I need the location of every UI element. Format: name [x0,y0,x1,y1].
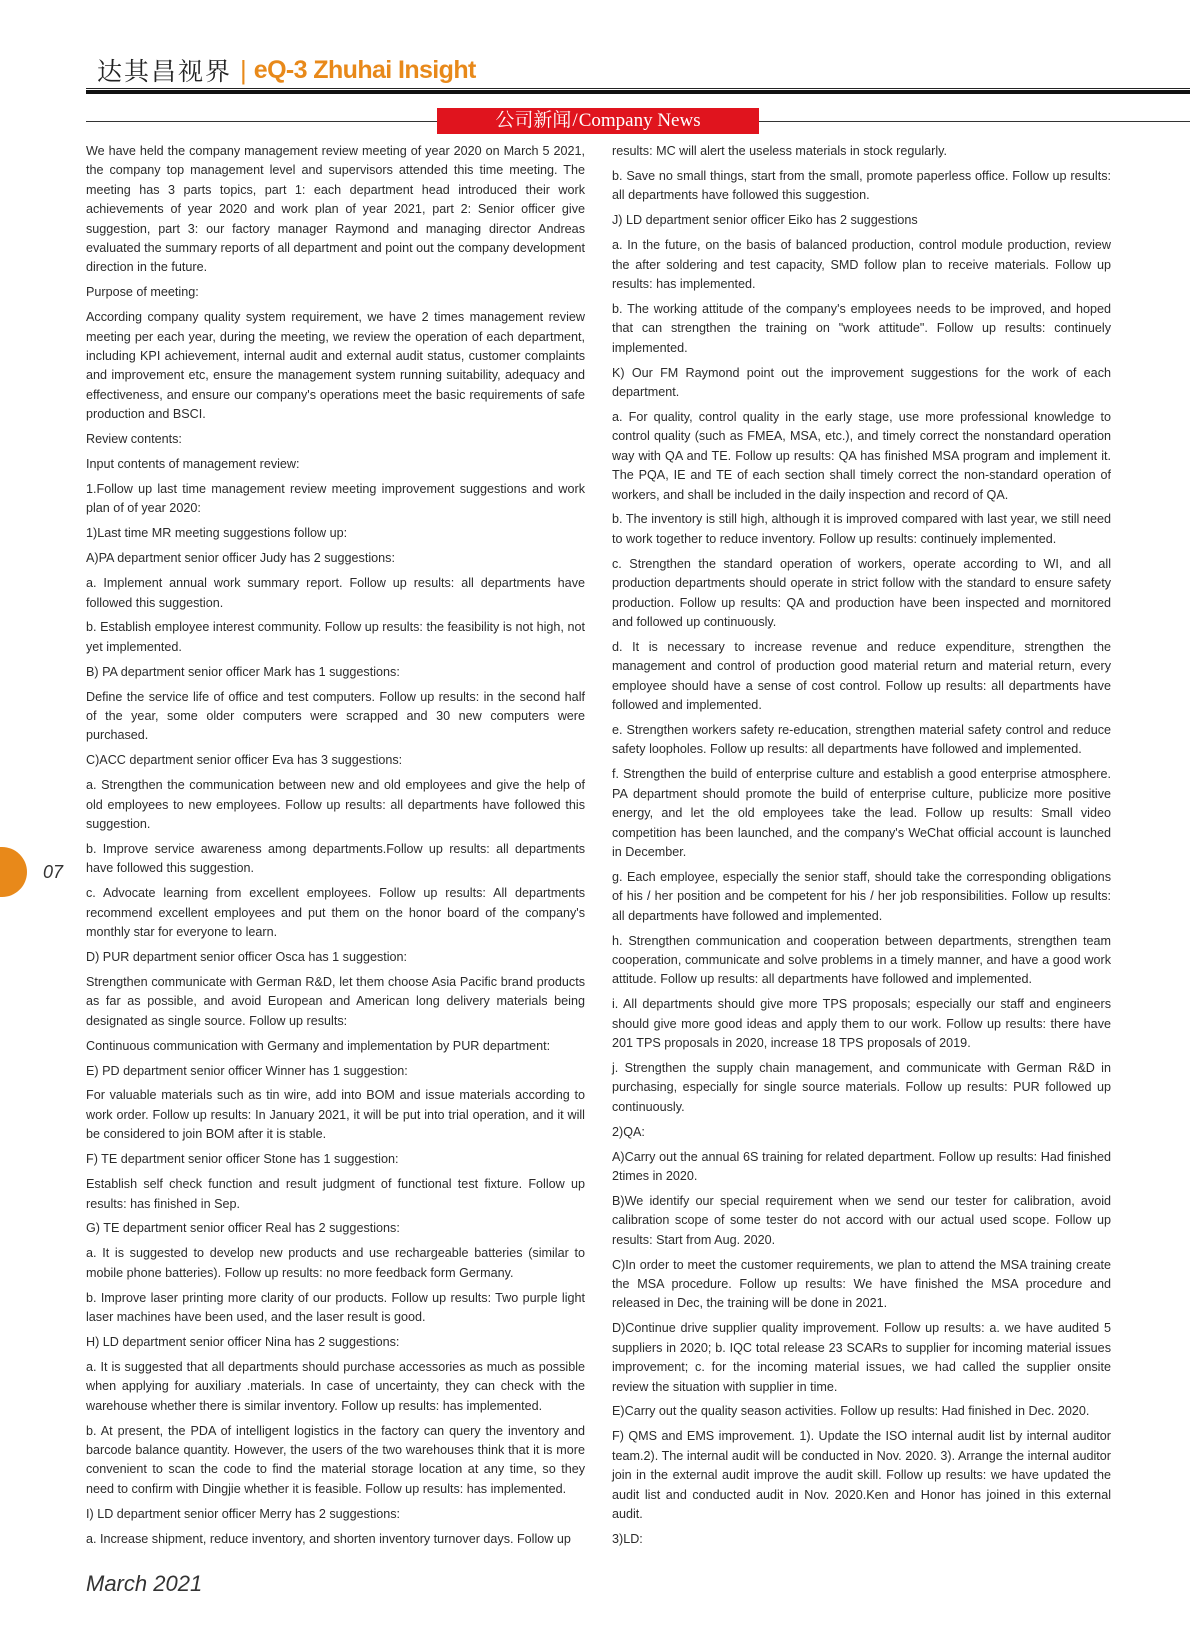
magazine-header [97,52,476,88]
article-paragraph: j. Strengthen the supply chain management, and communicate with German R&D in purchasing, especially for single source materials. Follow up results: PUR followed up continuously. [612,1060,1111,1114]
article-paragraph: 1.Follow up last time management review meeting improvement suggestions and work plan of of year 2020: [86,482,585,516]
article-paragraph: e. Strengthen workers safety re-education, strengthen material safety control and reduce safety loopholes. Follow up results: all departments have followed and implemented. [612,722,1111,757]
article-paragraph: B) PA department senior officer Mark has 1 suggestions: [86,664,400,679]
article-paragraph: C)In order to meet the customer requirements, we plan to attend the MSA training create the MSA procedure. Follow up results: We have finished the MSA procedure and released in Dec, the training will be done in 2021. [612,1257,1111,1311]
section-title-slash: / [572,110,578,131]
footer-date: March 2021 [86,1571,203,1596]
article-paragraph: Define the service life of office and test computers. Follow up results: in the second half of the year, some older computers were scrapped and 30 new computers were purchased. [86,689,585,743]
article-paragraph: A)PA department senior officer Judy has 2 suggestions: [86,551,395,566]
article-paragraph: Continuous communication with Germany and implementation by PUR department: [86,1038,551,1053]
article-paragraph: C)ACC department senior officer Eva has 3 suggestions: [86,753,403,768]
article-paragraph: c. Advocate learning from excellent employees. Follow up results: All departments recommend excellent employees and put them on the honor board of the company's monthly star for everyone to learn. [86,886,585,940]
article-paragraph: a. Strengthen the communication between new and old employees and give the help of old employees to new employees. Follow up results: all departments have followed this suggestion. [86,778,585,832]
article-paragraph: Purpose of meeting: [86,285,199,300]
article-paragraph: b. At present, the PDA of intelligent logistics in the factory can query the inventory and barcode balance quantity. However, the users of the two warehouses think that it is more convenient to scan the code to find the material storage location at any time, so they need to confirm with Dingjie whether it is feasible. Follow up results: has implemented. [86,1423,585,1496]
article-paragraph: f. Strengthen the build of enterprise culture and establish a good enterprise atmosphere. PA department should promote the build of enterprise culture, publicize more positive energy, and let the old employees take the lead. Follow up results: Small video competition has been launched, and the company's WeChat official account is launched in December. [612,767,1111,859]
article-paragraph: Strengthen communicate with German R&D, let them choose Asia Pacific brand products as far as possible, and avoid European and American long delivery materials being designated as single source. Follow up results: [86,974,585,1028]
article-paragraph: J) LD department senior officer Eiko has 2 suggestions [612,213,918,228]
article-paragraph: F) TE department senior officer Stone has 1 suggestion: [86,1152,399,1167]
article-paragraph: A)Carry out the annual 6S training for related department. Follow up results: Had finished 2times in 2020. [612,1149,1111,1183]
article-paragraph: Review contents: [86,432,182,447]
article-paragraph: D)Continue drive supplier quality improvement. Follow up results: a. we have audited 5 suppliers in 2020; b. IQC total release 23 SCARs to supplier for incoming material issues improvement; c. for the incoming material issues, we had called the supplier onsite review the situation with supplier in time. [612,1321,1111,1394]
header-title-cn: 达其昌视界 [97,57,233,86]
article-paragraph: 3)LD: [612,1531,643,1546]
article-paragraph: a. It is suggested that all departments should purchase accessories as much as possible when applying for auxiliary .materials. In case of uncertainty, they can check with the warehouse whether there is similar inventory. Follow up results: has implemented. [86,1359,585,1413]
article-paragraph: b. Establish employee interest community. Follow up results: the feasibility is not high, not yet implemented. [86,620,585,654]
article-paragraph: d. It is necessary to increase revenue and reduce expenditure, strengthen the management and control of production good material return and material return, every employee should have a sense of cost control. Follow up results: all departments have followed and implemented. [612,639,1111,713]
article-paragraph: results: MC will alert the useless materials in stock regularly. [612,144,948,158]
header-separator: | [240,54,247,85]
header-title-en: eQ-3 Zhuhai Insight [253,55,476,84]
article-paragraph: G) TE department senior officer Real has 2 suggestions: [86,1221,400,1236]
article-paragraph: a. It is suggested to develop new products and use rechargeable batteries (similar to mobile phone batteries). Follow up results: no more feedback form Germany. [86,1246,585,1280]
header-rule-thick [86,90,1190,94]
article-paragraph: Input contents of management review: [86,457,300,472]
header-rule-thin [86,88,1190,89]
article-paragraph: 2)QA: [612,1124,645,1139]
article-paragraph: a. Implement annual work summary report. Follow up results: all departments have followed this suggestion. [86,576,585,610]
page-tab-marker [0,847,27,897]
article-paragraph: B)We identify our special requirement when we send our tester for calibration, avoid calibration scope of some tester do not accord with our actual used scope. Follow up results: Start from Aug. 2020. [612,1193,1111,1247]
article-paragraph: H) LD department senior officer Nina has 2 suggestions: [86,1334,400,1349]
article-paragraph: b. The working attitude of the company's employees needs to be improved, and hoped that can strengthen the training on "work attitude". Follow up results: continuely implemented. [612,301,1111,355]
page-number: 07 [43,862,64,882]
article-paragraph: F) QMS and EMS improvement. 1). Update the ISO internal audit list by internal auditor team.2). The internal audit will be conducted in Nov. 2020. 3). Arrange the internal auditor join in the external audit improve the audit skill. Follow up results: we have updated the audit list and conducted audit in Nov. 2020.Ken and Honor has joined in this external audit. [612,1429,1111,1521]
article-paragraph: b. Improve laser printing more clarity of our products. Follow up results: Two purple light laser machines have been used, and the laser result is good. [86,1290,585,1325]
article-paragraph: b. The inventory is still high, although it is improved compared with last year, we still need to work together to reduce inventory. Follow up results: continuely implemented. [612,512,1111,546]
article-paragraph: h. Strengthen communication and cooperation between departments, strengthen team cooperation, communicate and solve problems in a timely manner, and have a good work attitude. Follow up results: all departments have followed and implemented. [612,933,1111,987]
company-news-tab [437,108,759,134]
article-paragraph: For valuable materials such as tin wire, add into BOM and issue materials according to work order. Follow up results: In January 2021, it will be put into trial operation, and it will be considered to join BOM after it is stable. [86,1088,585,1142]
article-paragraph: D) PUR department senior officer Osca has 1 suggestion: [86,950,408,965]
article-paragraph: E) PD department senior officer Winner has 1 suggestion: [86,1063,408,1078]
article-paragraph: 1)Last time MR meeting suggestions follow up: [86,526,348,541]
article-paragraph: a. For quality, control quality in the early stage, use more professional knowledge to control quality (such as FMEA, MSA, etc.), and timely correct the nonstandard operation way with QA and TE. Follow up results: QA has finished MSA program and implement it. The PQA, IE and TE of each section shall timely correct the non-standard operation of workers, and shall be included in the daily inspection and record of QA. [612,409,1111,502]
article-paragraph: i. All departments should give more TPS proposals; especially our staff and engineers should give more good ideas and apply them to our work. Follow up results: there have 201 TPS proposals in 2020, increase 18 TPS proposals of 2019. [612,997,1111,1051]
section-title-cn: 公司新闻 [495,110,572,131]
article-paragraph: I) LD department senior officer Merry has 2 suggestions: [86,1506,401,1521]
article-paragraph: b. Save no small things, start from the small, promote paperless office. Follow up results: all departments have followed this suggestion. [612,168,1111,203]
article-paragraph: K) Our FM Raymond point out the improvement suggestions for the work of each department. [612,365,1111,399]
article-paragraph: E)Carry out the quality season activities. Follow up results: Had finished in Dec. 2020. [612,1404,1090,1419]
article-paragraph: According company quality system requirement, we have 2 times management review meeting per each year, during the meeting, we review the operation of each department, including KPI achievement, internal audit and external audit status, customer complaints and improvement etc, ensure the management system running suitability, adequacy and effectiveness, and ensure our company's operations meet the basic requirements of safe production and BSCI. [86,310,585,422]
left-column [86,142,585,1555]
article-paragraph: a. In the future, on the basis of balanced production, control module production, review the after soldering and test capacity, SMD follow plan to receive materials. Follow up results: has implemented. [612,238,1111,291]
section-title-en: Company News [578,110,701,131]
article-paragraph: c. Strengthen the standard operation of workers, operate according to WI, and all production departments should operate in strict follow with the standard to ensure safety production. Follow up results: QA and production have been inspected and mornitored and followed up continuously. [612,556,1111,629]
article-paragraph: b. Improve service awareness among departments.Follow up results: all departments have followed this suggestion. [86,842,585,876]
article-paragraph: a. Increase shipment, reduce inventory, and shorten inventory turnover days. Follow up [86,1531,571,1546]
article-paragraph: Establish self check function and result judgment of functional test fixture. Follow up results: has finished in Sep. [86,1177,585,1211]
article-paragraph: We have held the company management review meeting of year 2020 on March 5 2021, the company top management level and supervisors attended this time meeting. The meeting has 3 parts topics, part 1: each department head introduced their work achievements of year 2020 and work plan of year 2021, part 2: Senior officer give suggestion, part 3: our factory manager Raymond and managing director Andreas evaluated the summary reports of all department and point out the company development direction in the future. [86,144,585,275]
article-paragraph: g. Each employee, especially the senior staff, should take the corresponding obligations of his / her position and be competent for his / her job responsibilities. Follow up results: all departments have followed and implemented. [612,869,1111,923]
right-column [612,142,1111,1555]
